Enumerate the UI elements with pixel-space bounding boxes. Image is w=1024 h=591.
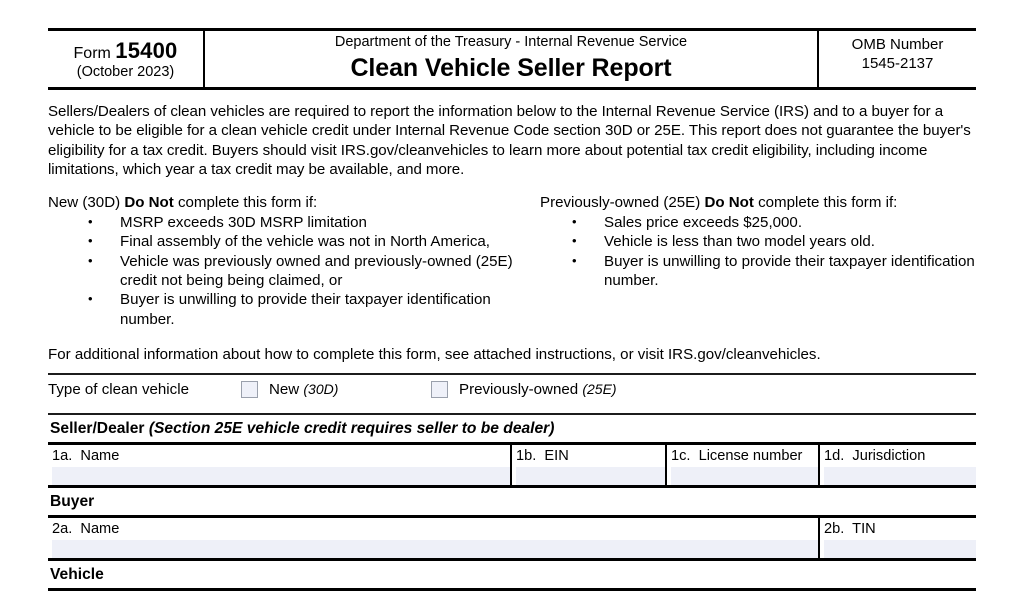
previously-owned-25e-heading xyxy=(540,193,976,212)
field-1d-label: 1d. Jurisdiction xyxy=(824,447,926,464)
intro-paragraph: Sellers/Dealers of clean vehicles are required to report the information below to the Internal Revenue Service (IRS) and to a buyer for a vehicle to be eligible for a clean vehicle credit under Internal Revenue Code section 30D or 25E. This report does not guarantee the buyer's eligibility for a tax credit. Buyers should visit IRS.gov/cleanvehicles to learn more about potential tax credit eligibility, including income limitations, which year a tax credit may be available, and more. xyxy=(48,103,971,178)
form-number-line xyxy=(74,39,178,63)
list-item: • Buyer is unwilling to provide their taxpayer identification number. xyxy=(48,290,540,329)
previously-owned-25e-bullet-list xyxy=(540,213,976,290)
vehicle-type-label: Type of clean vehicle xyxy=(48,380,189,398)
field-1a-label: 1a. Name xyxy=(52,447,120,464)
checkbox-previously-owned-25e-label: Previously-owned (25E) xyxy=(459,380,617,398)
used-25e-heading-before: Previously-owned (25E) xyxy=(540,194,705,212)
form-page xyxy=(48,28,976,591)
form-number: 15400 xyxy=(115,37,178,63)
checkbox-new-30d-code: (30D) xyxy=(303,380,339,397)
checkbox-previously-owned-25e-code: (25E) xyxy=(582,380,617,397)
form-title-box xyxy=(205,31,819,87)
checkbox-new-30d[interactable] xyxy=(241,381,258,398)
buyer-field-row xyxy=(48,515,976,561)
field-1a-name xyxy=(48,445,512,485)
new-30d-heading-after: complete this form if: xyxy=(173,194,318,212)
list-item: • MSRP exceeds 30D MSRP limitation xyxy=(48,213,540,232)
field-1c-label: 1c. License number xyxy=(671,447,803,464)
list-item: • Vehicle was previously owned and previously-owned (25E) credit not being being claimed, or xyxy=(48,252,540,291)
seller-dealer-section-heading xyxy=(48,415,976,442)
field-1b-input[interactable] xyxy=(516,467,665,485)
form-number-box xyxy=(48,31,205,87)
vehicle-type-row xyxy=(48,375,976,404)
field-1b-label: 1b. EIN xyxy=(516,447,569,464)
field-2a-input[interactable] xyxy=(52,540,818,558)
used-25e-heading-after: complete this form if: xyxy=(753,194,898,212)
vehicle-section-heading: Vehicle xyxy=(50,565,104,583)
field-2b-tin xyxy=(820,518,976,558)
field-1c-license-number xyxy=(667,445,820,485)
field-1c-input[interactable] xyxy=(671,467,818,485)
field-2b-input[interactable] xyxy=(824,540,976,558)
vehicle-type-option-previously-owned[interactable] xyxy=(431,381,617,398)
list-item: • Vehicle is less than two model years old. xyxy=(540,232,976,251)
list-item: • Final assembly of the vehicle was not in North America, xyxy=(48,232,540,251)
field-2a-label: 2a. Name xyxy=(52,520,120,537)
additional-information-line: For additional information about how to complete this form, see attached instructions, or visit IRS.gov/cleanvehicles. xyxy=(48,345,821,363)
buyer-section-heading: Buyer xyxy=(50,492,95,510)
used-25e-heading-bold: Do Not xyxy=(704,194,754,212)
vehicle-type-option-new[interactable] xyxy=(241,381,431,398)
new-30d-bullet-list xyxy=(48,213,540,329)
omb-label: OMB Number xyxy=(851,36,944,54)
form-revision-date: (October 2023) xyxy=(76,63,175,80)
seller-dealer-heading-plain: Seller/Dealer xyxy=(50,419,149,437)
omb-number: 1545-2137 xyxy=(861,55,934,72)
field-1b-ein xyxy=(512,445,667,485)
checkbox-new-30d-label: New (30D) xyxy=(269,380,339,398)
field-1a-input[interactable] xyxy=(52,467,510,485)
seller-dealer-heading-italic: (Section 25E vehicle credit requires seller to be dealer) xyxy=(148,419,555,437)
new-30d-heading-bold: Do Not xyxy=(124,194,174,212)
seller-dealer-field-row xyxy=(48,442,976,488)
checkbox-previously-owned-25e[interactable] xyxy=(431,381,448,398)
omb-number-box xyxy=(819,31,976,87)
field-2a-name xyxy=(48,518,820,558)
new-30d-column xyxy=(48,193,540,329)
do-not-complete-columns xyxy=(48,193,976,329)
form-header xyxy=(48,28,976,90)
agency-name: Department of the Treasury - Internal Revenue Service xyxy=(334,34,688,51)
new-30d-heading-before: New (30D) xyxy=(48,194,125,212)
list-item: • Sales price exceeds $25,000. xyxy=(540,213,976,232)
previously-owned-25e-column xyxy=(540,193,976,329)
form-word: Form xyxy=(73,44,111,62)
field-1d-input[interactable] xyxy=(824,467,976,485)
form-title: Clean Vehicle Seller Report xyxy=(350,54,672,83)
field-2b-label: 2b. TIN xyxy=(824,520,876,537)
list-item: • Buyer is unwilling to provide their taxpayer identification number. xyxy=(540,252,976,291)
new-30d-heading xyxy=(48,193,540,212)
field-1d-jurisdiction xyxy=(820,445,976,485)
